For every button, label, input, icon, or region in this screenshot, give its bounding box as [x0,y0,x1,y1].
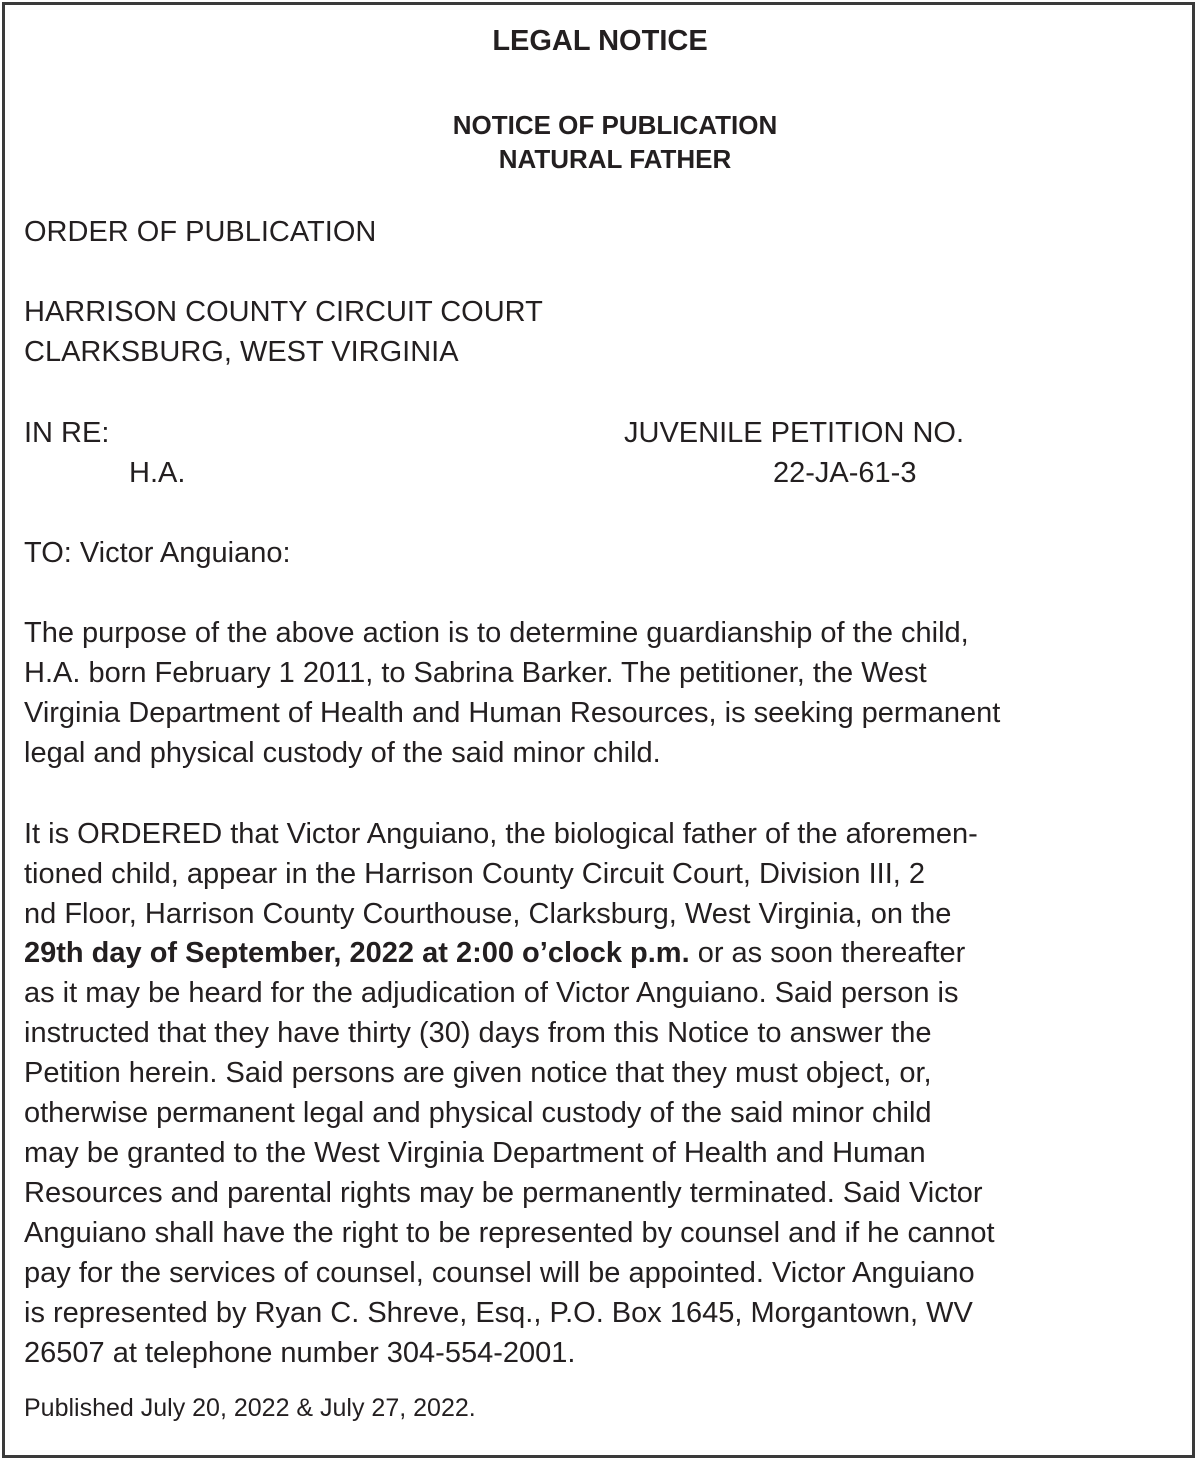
order-heading: ORDER OF PUBLICATION [24,216,377,248]
paragraph-line: may be granted to the West Virginia Department of Health and Human [24,1137,926,1169]
paragraph-line: legal and physical custody of the said minor child. [24,737,661,769]
published-dates: Published July 20, 2022 & July 27, 2022. [24,1394,476,1422]
paragraph-line: H.A. born February 1 2011, to Sabrina Barker. The petitioner, the West [24,657,927,689]
paragraph-line: Virginia Department of Health and Human Resources, is seeking permanent [24,697,1001,729]
in-re-label: IN RE: [24,417,110,449]
paragraph-line: instructed that they have thirty (30) days from this Notice to answer the [24,1017,932,1049]
notice-subtitle-publication: NOTICE OF PUBLICATION [452,110,778,140]
paragraph-line: as it may be heard for the adjudication of Victor Anguiano. Said person is [24,977,959,1009]
paragraph-line: Petition herein. Said persons are given notice that they must object, or, [24,1057,932,1089]
paragraph-line: otherwise permanent legal and physical custody of the said minor child [24,1097,932,1129]
paragraph-line: tioned child, appear in the Harrison County Circuit Court, Division III, 2 [24,858,926,890]
hearing-date-rest: or as soon thereafter [689,937,966,969]
paragraph-line: It is ORDERED that Victor Anguiano, the biological father of the aforemen- [24,818,978,850]
to-line: TO: Victor Anguiano: [24,537,291,569]
notice-title: LEGAL NOTICE [492,25,708,57]
petition-number: 22-JA-61-3 [773,457,917,489]
court-name: HARRISON COUNTY CIRCUIT COURT [24,296,543,328]
hearing-date-bold: 29th day of September, 2022 at 2:00 o’clock p.m. [24,937,690,969]
notice-subtitle-father: NATURAL FATHER [498,144,732,174]
petition-label: JUVENILE PETITION NO. [624,417,964,449]
paragraph-line: 26507 at telephone number 304-554-2001. [24,1337,576,1369]
paragraph-line: The purpose of the above action is to determine guardianship of the child, [24,617,969,649]
paragraph-line-hearing [24,937,965,970]
court-location: CLARKSBURG, WEST VIRGINIA [24,336,459,368]
paragraph-line: is represented by Ryan C. Shreve, Esq., P.O. Box 1645, Morgantown, WV [24,1297,973,1329]
paragraph-line: Resources and parental rights may be permanently terminated. Said Victor [24,1177,983,1209]
paragraph-line: Anguiano shall have the right to be represented by counsel and if he cannot [24,1217,995,1249]
in-re-name: H.A. [129,457,186,489]
paragraph-line: pay for the services of counsel, counsel will be appointed. Victor Anguiano [24,1257,975,1289]
paragraph-line: nd Floor, Harrison County Courthouse, Clarksburg, West Virginia, on the [24,898,952,930]
